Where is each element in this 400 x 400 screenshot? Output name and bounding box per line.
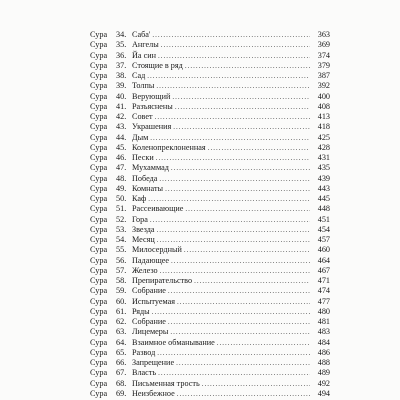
- sura-title: Письменная трость: [132, 378, 200, 388]
- sura-title: Йа син: [132, 50, 156, 60]
- page-number: 435: [317, 163, 330, 173]
- toc-entry: [90, 163, 330, 173]
- page-number: 492: [317, 378, 330, 388]
- dot-leader: [152, 307, 310, 317]
- dot-leader: [202, 379, 310, 389]
- sura-number: 39.: [116, 81, 127, 91]
- toc-entry: [90, 153, 330, 163]
- dot-leader: [157, 235, 310, 245]
- sura-number: 37.: [116, 60, 127, 70]
- sura-label: Сура: [90, 153, 108, 162]
- page-number: 445: [317, 194, 330, 203]
- toc-entry: [90, 30, 330, 40]
- page-number: 489: [317, 368, 330, 378]
- dot-leader: [185, 204, 310, 214]
- toc-entry: [90, 81, 330, 91]
- sura-number: 64.: [116, 337, 127, 347]
- dot-leader: [173, 122, 310, 132]
- sura-number: 43.: [116, 122, 127, 132]
- sura-number: 63.: [116, 327, 127, 337]
- sura-title: Развод: [132, 347, 156, 357]
- sura-label: Сура: [90, 122, 108, 132]
- sura-number: 47.: [116, 163, 127, 173]
- dot-leader: [160, 266, 310, 276]
- sura-number: 42.: [116, 112, 127, 121]
- toc-entry: [90, 102, 330, 112]
- sura-number: 65.: [116, 347, 127, 357]
- page-number: 486: [317, 347, 330, 357]
- sura-label: Сура: [90, 163, 108, 173]
- page-number: 471: [317, 276, 330, 285]
- sura-label: Сура: [90, 306, 108, 316]
- sura-title: Месяц: [132, 235, 155, 244]
- sura-number: 60.: [116, 296, 127, 306]
- page-number: 379: [317, 60, 330, 70]
- dot-leader: [150, 215, 310, 225]
- toc-entry: [90, 40, 330, 50]
- sura-number: 44.: [116, 132, 127, 142]
- sura-number: 54.: [116, 235, 127, 244]
- sura-title: Толпы: [132, 81, 155, 91]
- sura-title: Ряды: [132, 306, 150, 316]
- page-number: 464: [317, 255, 330, 265]
- page-number: 425: [317, 132, 330, 142]
- toc-entry: [90, 92, 330, 102]
- sura-number: 38.: [116, 71, 127, 80]
- toc-entry: [90, 307, 330, 317]
- page-number: 369: [317, 40, 330, 50]
- sura-label: Сура: [90, 358, 108, 367]
- toc-entry: [90, 71, 330, 81]
- dot-leader: [184, 245, 310, 255]
- dot-leader: [168, 286, 310, 296]
- sura-label: Сура: [90, 81, 108, 91]
- page-number: 428: [317, 142, 330, 152]
- dot-leader: [168, 317, 310, 327]
- dot-leader: [165, 184, 310, 194]
- dot-leader: [157, 225, 310, 235]
- sura-number: 48.: [116, 173, 127, 183]
- sura-label: Сура: [90, 30, 108, 39]
- sura-number: 62.: [116, 317, 127, 326]
- toc-entry: [90, 245, 330, 255]
- sura-label: Сура: [90, 214, 108, 224]
- page-number: 457: [317, 235, 330, 244]
- sura-title: Верующий: [132, 91, 171, 101]
- sura-title: Разъяснены: [132, 101, 173, 111]
- sura-label: Сура: [90, 112, 108, 121]
- toc-entry: [90, 327, 330, 337]
- sura-title: Каф: [132, 194, 147, 203]
- sura-title: Звезда: [132, 224, 155, 234]
- sura-label: Сура: [90, 91, 108, 101]
- sura-number: 66.: [116, 358, 127, 367]
- sura-label: Сура: [90, 173, 108, 183]
- sura-title: Совет: [132, 112, 153, 121]
- sura-number: 40.: [116, 91, 127, 101]
- page-number: 374: [317, 50, 330, 60]
- sura-label: Сура: [90, 337, 108, 347]
- sura-label: Сура: [90, 296, 108, 306]
- page-number: 474: [317, 286, 330, 296]
- dot-leader: [158, 51, 310, 61]
- page-number: 431: [317, 153, 330, 162]
- sura-title: Собрание: [132, 317, 166, 326]
- sura-title: Милосердный: [132, 245, 182, 255]
- page-number: 484: [317, 337, 330, 347]
- page-number: 454: [317, 224, 330, 234]
- sura-title: Лицемеры: [132, 327, 169, 337]
- sura-number: 69.: [116, 388, 127, 398]
- sura-label: Сура: [90, 101, 108, 111]
- sura-label: Сура: [90, 378, 108, 388]
- dot-leader: [172, 92, 310, 102]
- toc-entry: [90, 276, 330, 286]
- sura-title: Сад: [132, 71, 146, 80]
- table-of-contents: [90, 30, 330, 399]
- toc-entry: [90, 174, 330, 184]
- sura-number: 35.: [116, 40, 127, 50]
- page-number: 481: [317, 317, 330, 326]
- sura-label: Сура: [90, 347, 108, 357]
- toc-entry: [90, 51, 330, 61]
- page-number: 443: [317, 183, 330, 193]
- sura-number: 57.: [116, 265, 127, 275]
- dot-leader: [177, 389, 310, 399]
- dot-leader: [156, 153, 310, 163]
- sura-number: 55.: [116, 245, 127, 255]
- dot-leader: [171, 256, 310, 266]
- sura-title: Неизбежное: [132, 388, 175, 398]
- toc-entry: [90, 122, 330, 132]
- dot-leader: [194, 276, 310, 286]
- sura-title: Рассеивающие: [132, 204, 184, 214]
- page-number: 494: [317, 388, 330, 398]
- toc-entry: [90, 368, 330, 378]
- sura-title: Препирательство: [132, 276, 193, 285]
- sura-number: 41.: [116, 101, 127, 111]
- sura-title: Взаимное обманывание: [132, 337, 215, 347]
- toc-entry: [90, 61, 330, 71]
- sura-title: Дым: [132, 132, 149, 142]
- toc-entry: [90, 348, 330, 358]
- sura-title: Испытуемая: [132, 296, 176, 306]
- sura-number: 46.: [116, 153, 127, 162]
- dot-leader: [177, 297, 310, 307]
- sura-number: 59.: [116, 286, 127, 296]
- sura-label: Сура: [90, 142, 108, 152]
- toc-entry: [90, 112, 330, 122]
- sura-title: Стоящие в ряд: [132, 60, 183, 70]
- sura-number: 53.: [116, 224, 127, 234]
- dot-leader: [208, 143, 310, 153]
- dot-leader: [156, 81, 310, 91]
- dot-leader: [147, 71, 310, 81]
- toc-entry: [90, 358, 330, 368]
- sura-label: Сура: [90, 368, 108, 378]
- sura-title: Запрещение: [132, 358, 175, 367]
- page-number: 439: [317, 173, 330, 183]
- sura-label: Сура: [90, 71, 108, 80]
- toc-entry: [90, 297, 330, 307]
- sura-title: Мухаммад: [132, 163, 169, 173]
- page-number: 467: [317, 265, 330, 275]
- dot-leader: [150, 133, 310, 143]
- sura-label: Сура: [90, 255, 108, 265]
- sura-number: 49.: [116, 183, 127, 193]
- dot-leader: [155, 112, 310, 122]
- sura-label: Сура: [90, 50, 108, 60]
- toc-entry: [90, 204, 330, 214]
- sura-number: 34.: [116, 30, 127, 39]
- sura-label: Сура: [90, 194, 108, 203]
- toc-entry: [90, 379, 330, 389]
- sura-label: Сура: [90, 60, 108, 70]
- sura-number: 45.: [116, 142, 127, 152]
- toc-entry: [90, 133, 330, 143]
- toc-entry: [90, 194, 330, 204]
- dot-leader: [170, 327, 310, 337]
- page-number: 392: [317, 81, 330, 91]
- sura-title: Ангелы: [132, 40, 159, 50]
- sura-title: Саба': [132, 30, 151, 39]
- toc-entry: [90, 266, 330, 276]
- sura-title: Железо: [132, 265, 158, 275]
- page-number: 483: [317, 327, 330, 337]
- dot-leader: [159, 174, 310, 184]
- sura-label: Сура: [90, 224, 108, 234]
- sura-label: Сура: [90, 132, 108, 142]
- toc-entry: [90, 338, 330, 348]
- sura-number: 61.: [116, 306, 127, 316]
- sura-label: Сура: [90, 183, 108, 193]
- toc-entry: [90, 286, 330, 296]
- dot-leader: [157, 348, 310, 358]
- page-number: 400: [317, 91, 330, 101]
- sura-title: Собрание: [132, 286, 166, 296]
- sura-label: Сура: [90, 286, 108, 296]
- sura-number: 56.: [116, 255, 127, 265]
- dot-leader: [158, 368, 310, 378]
- dot-leader: [175, 102, 310, 112]
- dot-leader: [161, 40, 310, 50]
- page-number: 480: [317, 306, 330, 316]
- sura-number: 58.: [116, 276, 127, 285]
- sura-title: Украшения: [132, 122, 172, 132]
- sura-title: Падающее: [132, 255, 170, 265]
- sura-number: 51.: [116, 204, 127, 214]
- sura-number: 67.: [116, 368, 127, 378]
- sura-number: 52.: [116, 214, 127, 224]
- page-number: 477: [317, 296, 330, 306]
- toc-entry: [90, 215, 330, 225]
- toc-entry: [90, 143, 330, 153]
- sura-number: 36.: [116, 50, 127, 60]
- dot-leader: [152, 30, 310, 40]
- dot-leader: [176, 358, 310, 368]
- page-number: 451: [317, 214, 330, 224]
- sura-label: Сура: [90, 276, 108, 285]
- page-number: 488: [317, 358, 330, 367]
- page-number: 413: [317, 112, 330, 121]
- toc-entry: [90, 317, 330, 327]
- sura-title: Комнаты: [132, 183, 164, 193]
- page-number: 418: [317, 122, 330, 132]
- sura-label: Сура: [90, 40, 108, 50]
- toc-entry: [90, 225, 330, 235]
- sura-label: Сура: [90, 317, 108, 326]
- sura-label: Сура: [90, 204, 108, 214]
- dot-leader: [185, 61, 310, 71]
- sura-number: 50.: [116, 194, 127, 203]
- dot-leader: [217, 338, 310, 348]
- sura-label: Сура: [90, 388, 108, 398]
- page-number: 448: [317, 204, 330, 214]
- page-number: 363: [317, 30, 330, 39]
- sura-title: Гора: [132, 214, 148, 224]
- page-number: 408: [317, 101, 330, 111]
- page-number: 387: [317, 71, 330, 80]
- sura-title: Власть: [132, 368, 157, 378]
- toc-entry: [90, 184, 330, 194]
- toc-entry: [90, 235, 330, 245]
- sura-label: Сура: [90, 327, 108, 337]
- page-number: 460: [317, 245, 330, 255]
- sura-number: 68.: [116, 378, 127, 388]
- sura-label: Сура: [90, 245, 108, 255]
- sura-title: Победа: [132, 173, 158, 183]
- toc-entry: [90, 256, 330, 266]
- toc-entry: [90, 389, 330, 399]
- sura-title: Пески: [132, 153, 154, 162]
- sura-label: Сура: [90, 265, 108, 275]
- dot-leader: [171, 163, 310, 173]
- sura-title: Коленопреклоненная: [132, 142, 206, 152]
- dot-leader: [148, 194, 310, 204]
- sura-label: Сура: [90, 235, 108, 244]
